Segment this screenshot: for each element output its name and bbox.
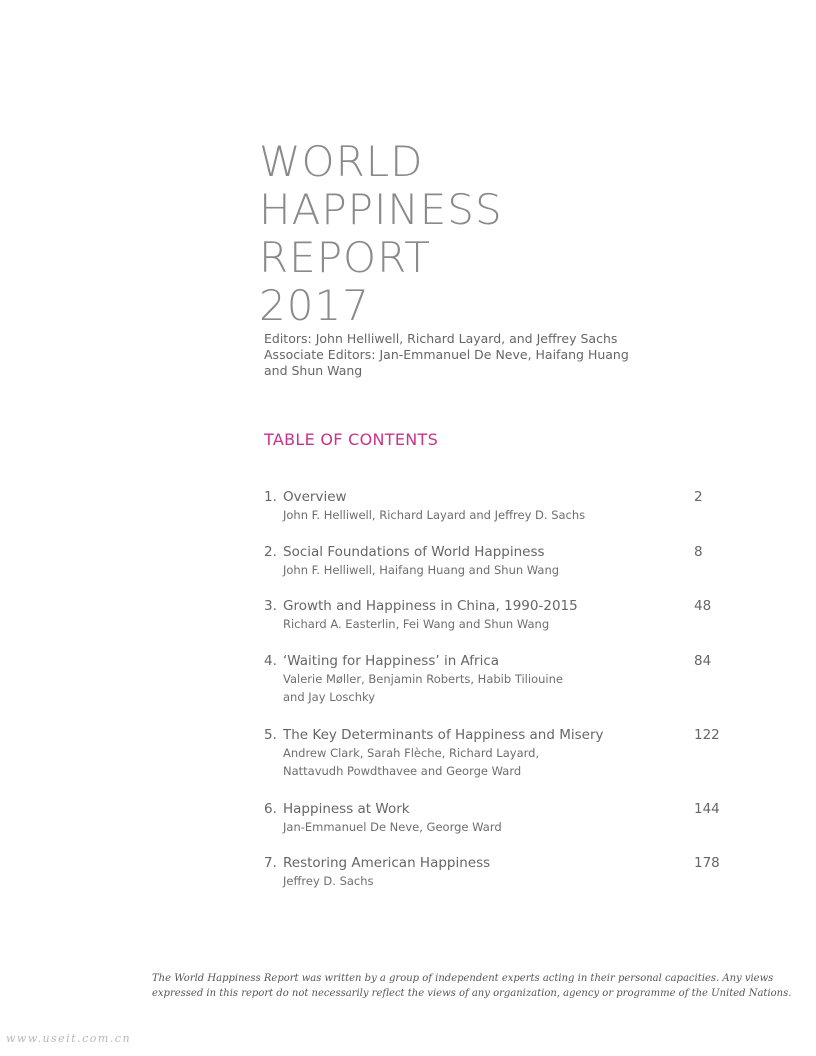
toc-heading: TABLE OF CONTENTS <box>264 430 439 449</box>
toc-entry <box>264 597 734 634</box>
toc-author-line: Valerie Møller, Benjamin Roberts, Habib Tiliouine <box>283 671 563 686</box>
toc-entry-title: Growth and Happiness in China, 1990-2015 <box>283 598 578 614</box>
toc-entry-number: 5. <box>264 726 277 743</box>
toc-entry-number: 6. <box>264 800 277 817</box>
disclaimer-line: expressed in this report do not necessarily reflect the views of any organization, agency or programme of the United Nations. <box>152 988 792 999</box>
title-line: 2017 <box>259 281 370 330</box>
editors-line: and Shun Wang <box>264 363 363 378</box>
toc-author-line: John F. Helliwell, Richard Layard and Jeffrey D. Sachs <box>283 508 586 522</box>
disclaimer-line: The World Happiness Report was written by a group of independent experts acting in their personal capacities. Any views <box>152 973 774 984</box>
toc-entry-title: ‘Waiting for Happiness’ in Africa <box>283 652 500 669</box>
editors-line: Associate Editors: Jan-Emmanuel De Neve, Haifang Huang <box>264 347 629 362</box>
toc-author-line: Richard A. Easterlin, Fei Wang and Shun Wang <box>283 617 550 631</box>
toc-entry-number: 2. <box>264 543 277 560</box>
toc-entry <box>264 726 734 781</box>
toc-entry-title: Overview <box>283 489 347 505</box>
toc-entry-page: 2 <box>694 489 703 505</box>
toc-entry-number: 7. <box>264 855 277 871</box>
toc-author-line: Jan-Emmanuel De Neve, George Ward <box>283 819 502 834</box>
toc-entry-heading <box>264 543 734 561</box>
toc-author-line: Andrew Clark, Sarah Flèche, Richard Layard, <box>283 745 540 760</box>
toc-author-line: Jeffrey D. Sachs <box>283 874 374 888</box>
toc-entry <box>264 652 734 707</box>
toc-entry-title: Restoring American Happiness <box>283 855 491 871</box>
toc-author-line: Nattavudh Powdthavee and George Ward <box>283 764 522 778</box>
toc-author-line: and Jay Loschky <box>283 690 376 704</box>
toc-entry-authors <box>264 670 734 707</box>
toc-entry-title: Happiness at Work <box>283 800 410 817</box>
toc-entry <box>264 854 734 891</box>
toc-entry-title: The Key Determinants of Happiness and Misery <box>283 726 604 743</box>
editors-line: Editors: John Helliwell, Richard Layard, and Jeffrey Sachs <box>264 331 618 346</box>
toc-entry-heading <box>264 488 734 506</box>
toc-entry-authors <box>264 744 734 781</box>
toc-entry-authors <box>264 872 734 891</box>
toc-entry-authors <box>264 818 734 837</box>
toc-entry <box>264 543 734 580</box>
toc-entry-authors <box>264 506 734 525</box>
toc-entry <box>264 488 734 525</box>
toc-entry-page: 178 <box>694 855 720 871</box>
toc-entry <box>264 800 734 837</box>
toc-entry-heading <box>264 854 734 872</box>
toc-entry-heading <box>264 597 734 615</box>
toc-entry-authors <box>264 561 734 580</box>
toc-entry-authors <box>264 615 734 634</box>
title-line: REPORT <box>259 233 431 282</box>
report-title <box>259 138 503 330</box>
toc-author-line: John F. Helliwell, Haifang Huang and Shun Wang <box>283 562 560 577</box>
disclaimer <box>152 971 792 1001</box>
toc-entry-page: 122 <box>694 726 720 743</box>
toc-entry-title: Social Foundations of World Happiness <box>283 543 545 560</box>
toc-entry-heading <box>264 652 734 670</box>
title-line: HAPPINESS <box>259 185 503 234</box>
toc-entry-number: 3. <box>264 598 277 614</box>
toc-entry-number: 1. <box>264 489 277 505</box>
toc-entry-page: 84 <box>694 652 712 669</box>
toc-entry-page: 144 <box>694 800 720 817</box>
table-of-contents <box>264 488 734 891</box>
toc-entry-heading <box>264 800 734 818</box>
toc-entry-page: 48 <box>694 598 712 614</box>
editors-block <box>264 331 629 379</box>
toc-entry-page: 8 <box>694 543 703 560</box>
title-line: WORLD <box>259 137 424 186</box>
toc-entry-heading <box>264 726 734 744</box>
watermark: www.useit.com.cn <box>6 1032 132 1045</box>
toc-entry-number: 4. <box>264 652 277 669</box>
